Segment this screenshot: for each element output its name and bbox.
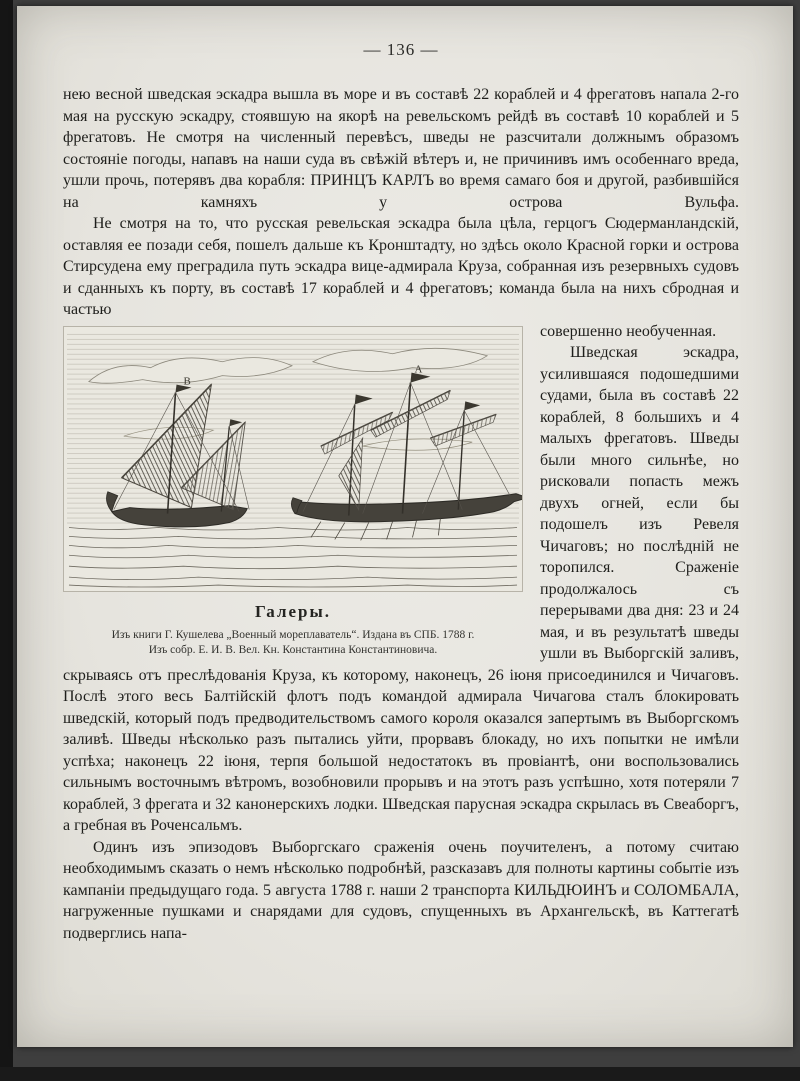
- paragraph-4: Одинъ изъ эпизодовъ Выборгскаго сраженія очень поучителенъ, а потому считаю необходимымъ сказать о немъ нѣсколько подробнѣй, разсказавъ для полноты картины событіе изъ кампаніи предыдущаго года. 5 августа 1788 г. наши 2 транспорта КИЛЬДЮИНЪ и СОЛОМБАЛА, нагруженные пушками и снарядами для судовъ, спущенныхъ въ Архангельскѣ, въ Каттегатѣ подверглись напа-: [63, 838, 739, 942]
- paragraph-2: Не смотря на то, что русская ревельская эскадра была цѣла, герцогъ Сюдерманландскій, оставляя ее позади себя, пошелъ дальше къ Кронштадту, но здѣсь около Красной горки и острова Стирсудена ему преградила путь эскадра вице-адмирала Круза, собранная изъ резервныхъ судовъ и сданныхъ къ порту, въ составѣ 17 кораблей и 4 фрегатовъ; команда была на нихъ сбродная и частью: [63, 215, 739, 318]
- paragraph-1: нею весной шведская эскадра вышла въ море и въ составѣ 22 кораблей и 4 фрегатовъ напала 2-го мая на русскую эскадру, стоявшую на якорѣ на ревельскомъ рейдѣ въ составѣ 10 кораблей и 5 фрегатовъ. Не смотря на численный перевѣсъ, шведы не разсчитали должнымъ образомъ состояніе погоды, напавъ на наши суда въ свѣжій вѣтеръ и, не причинивъ имъ особеннаго вреда, ушли прочь, потерявъ два корабля: ПРИНЦЪ КАРЛЪ во время самаго боя и другой, разбившійся на камняхъ у острова Вульфа.: [63, 86, 739, 211]
- illustration-mark-left: В: [183, 375, 191, 388]
- scan-edge-bottom: [0, 1067, 800, 1081]
- book-page: [17, 6, 793, 1047]
- figure-source: [63, 628, 523, 658]
- figure-source-line-2: Изъ собр. Е. И. В. Вел. Кн. Константина Константиновича.: [148, 644, 438, 656]
- page-text-block: [63, 84, 739, 944]
- figure-caption: Галеры.: [254, 601, 332, 621]
- scan-edge-left: [0, 0, 13, 1081]
- galleys-figure: [63, 326, 523, 659]
- figure-caption-block: [63, 601, 523, 659]
- galleys-illustration: [63, 326, 523, 592]
- figure-source-line-1: Изъ книги Г. Кушелева „Военный мореплаватель“. Издана въ СПБ. 1788 г.: [111, 629, 475, 641]
- illustration-mark-right: А: [414, 363, 423, 376]
- page-number: — 136 —: [363, 40, 439, 59]
- paragraph-3: Шведская эскадра, усилившаяся подошедшими судами, была въ составѣ 22 кораблей, 8 большихъ и 4 малыхъ фрегатовъ. Шведы были много сильнѣе, но рисковали попасть межъ двухъ огней, если бы подошелъ изъ Ревеля Чичаговъ; но послѣдній не торопился. Сраженіе продолжалось съ перерывами два дня: 23 и 24 мая, и въ результатѣ шведы ушли въ Выборгскій заливъ, скрываясь отъ преслѣдованія Круза, къ которому, наконецъ, 26 іюня присоединился и Чичаговъ. Послѣ этого весь Балтійскій флотъ подъ командой адмирала Чичагова сталъ блокировать шведскій, который подъ предводительствомъ самого короля оказался запертымъ въ Выборгскомъ заливѣ. Шведы нѣсколько разъ пытались уйти, прорвавъ блокаду, но ихъ попытки не имѣли успѣха; наконецъ 22 іюня, терпя большой недостатокъ въ провіантѣ, они воспользовались сильнымъ восточнымъ вѣтромъ, возобновили прорывъ и на этотъ разъ успѣшно, хотя потеряли 7 кораблей, 3 фрегата и 32 канонерскихъ лодки. Шведская парусная эскадра скрылась въ Свеаборгъ, а гребная въ Роченсальмъ.: [63, 344, 739, 834]
- paragraph-2-continuation: совершенно необученная.: [540, 322, 717, 340]
